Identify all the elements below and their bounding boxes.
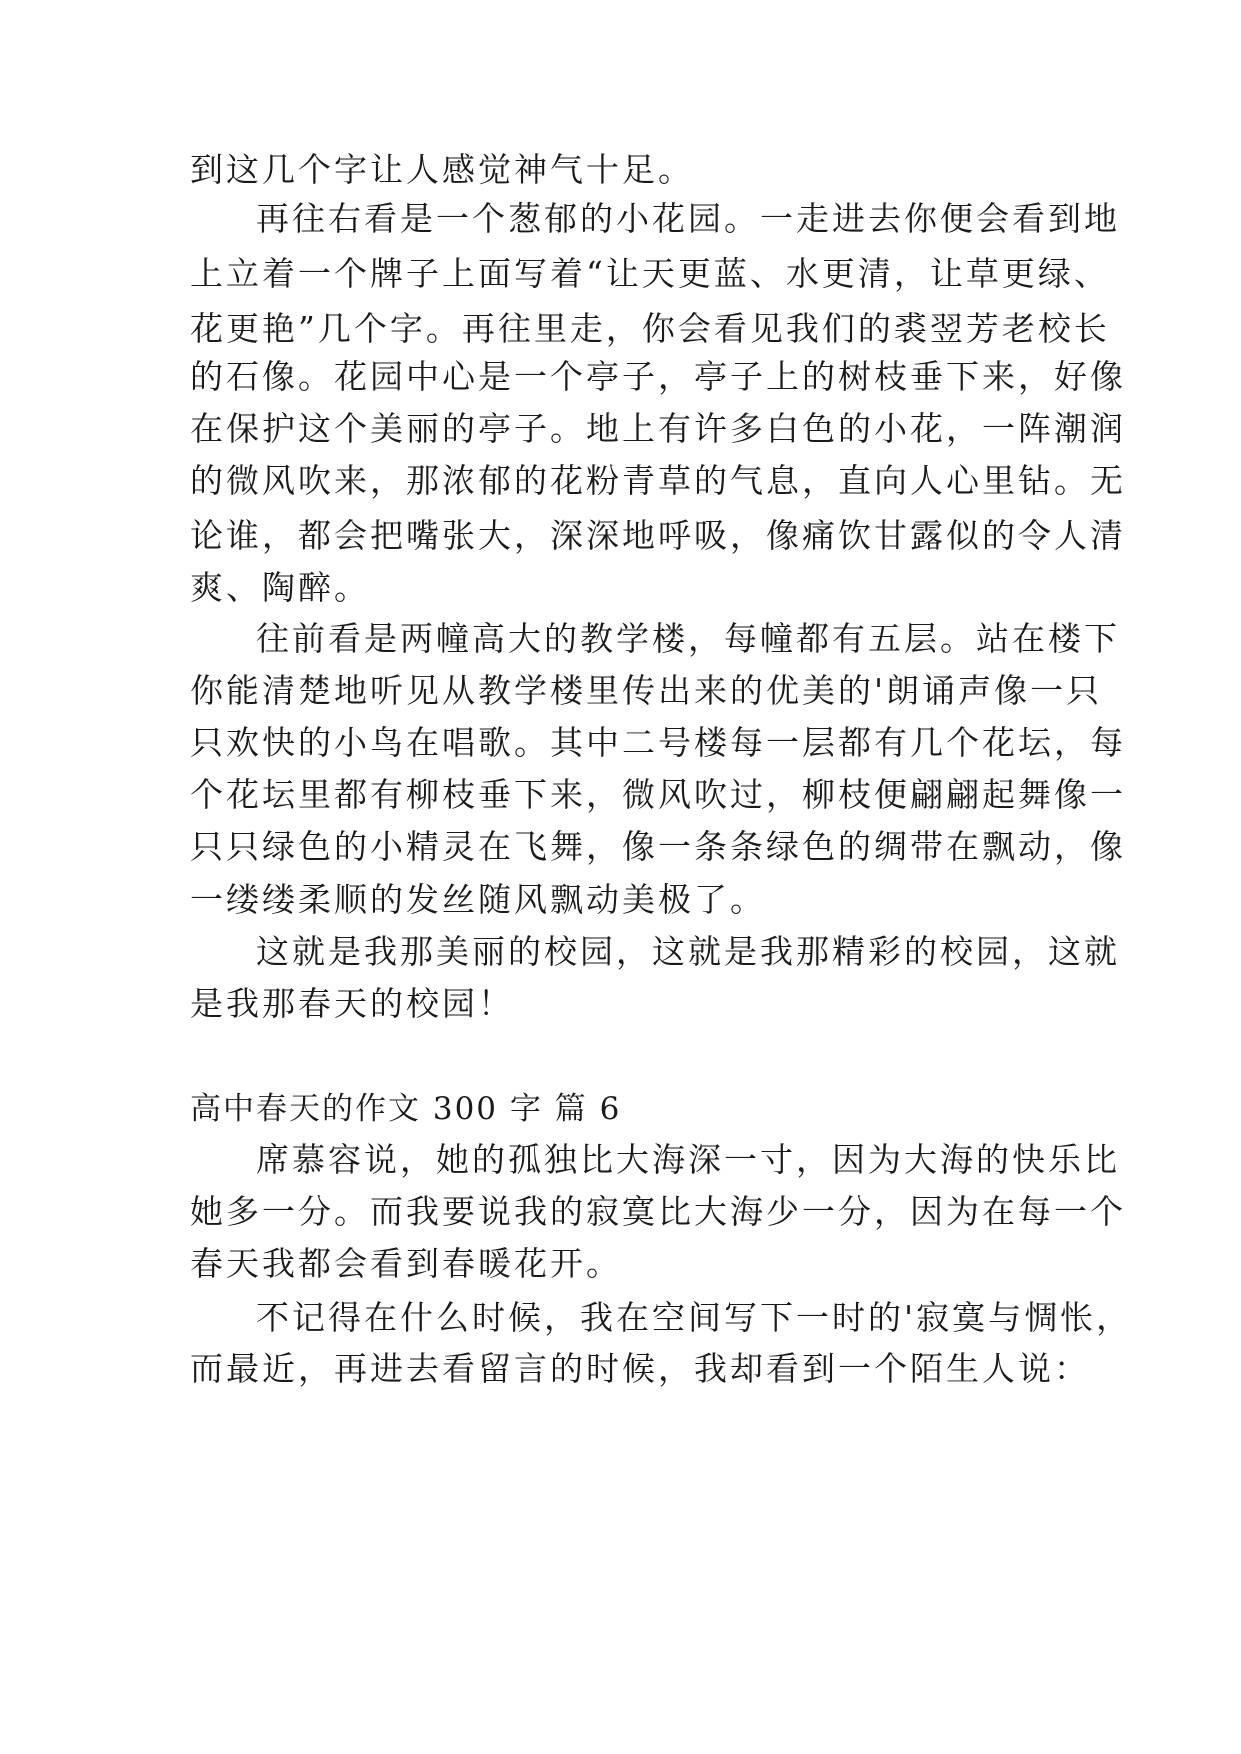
text-line: 的石像。花园中心是一个亭子，亭子上的树枝垂下来，好像	[190, 357, 1126, 396]
text-line: 她多一分。而我要说我的寂寞比大海少一分，因为在每一个	[190, 1192, 1126, 1231]
text-line: 只欢快的小鸟在唱歌。其中二号楼每一层都有几个花坛，每	[190, 723, 1126, 762]
paragraph-start-line: 不记得在什么时候，我在空间写下一时的'寂寞与惆怅，	[256, 1298, 1133, 1337]
text-line: 个花坛里都有柳枝垂下来，微风吹过，柳枝便翩翩起舞像一	[190, 775, 1126, 814]
text-line: 只只绿色的小精灵在飞舞，像一条条绿色的绸带在飘动，像	[190, 827, 1126, 866]
paragraph-start-line: 这就是我那美丽的校园，这就是我那精彩的校园，这就	[256, 932, 1120, 971]
text-line: 上立着一个牌子上面写着“让天更蓝、水更清，让草更绿、	[190, 254, 1110, 293]
text-line: 春天我都会看到春暖花开。	[190, 1244, 622, 1283]
text-line: 在保护这个美丽的亭子。地上有许多白色的小花，一阵潮润	[190, 409, 1126, 448]
text-line: 爽、陶醉。	[190, 568, 370, 607]
paragraph-start-line: 再往右看是一个葱郁的小花园。一走进去你便会看到地	[256, 199, 1120, 238]
section-heading: 高中春天的作文 300 字 篇 6	[190, 1091, 622, 1127]
text-line: 你能清楚地听见从教学楼里传出来的优美的'朗诵声像一只	[190, 671, 1103, 710]
text-line: 论谁，都会把嘴张大，深深地呼吸，像痛饮甘露似的令人清	[190, 516, 1126, 555]
text-line: 而最近，再进去看留言的时候，我却看到一个陌生人说：	[190, 1349, 1090, 1388]
text-line: 是我那春天的校园！	[190, 984, 514, 1023]
text-line: 的微风吹来，那浓郁的花粉青草的气息，直向人心里钻。无	[190, 461, 1126, 500]
text-line: 一缕缕柔顺的发丝随风飘动美极了。	[190, 880, 766, 919]
paragraph-start-line: 席慕容说，她的孤独比大海深一寸，因为大海的快乐比	[256, 1140, 1120, 1179]
text-line: 花更艳”几个字。再往里走，你会看见我们的裘翌芳老校长	[190, 309, 1110, 348]
text-line: 到这几个字让人感觉神气十足。	[190, 150, 694, 189]
paragraph-start-line: 往前看是两幢高大的教学楼，每幢都有五层。站在楼下	[256, 619, 1120, 658]
